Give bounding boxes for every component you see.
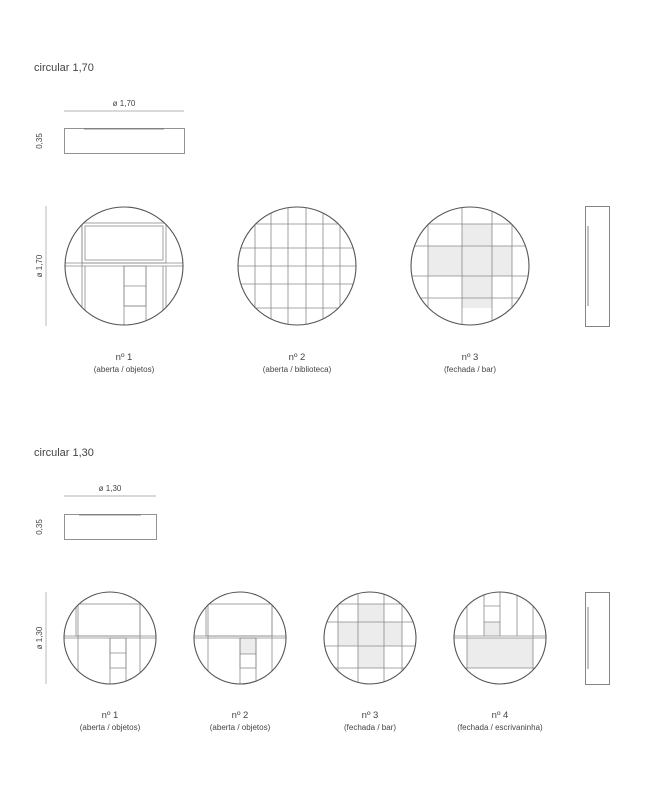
shelf-model-1 [60,200,190,330]
section-title: circular 1,70 [34,62,94,74]
model-number: nº 2 [231,710,249,721]
model-number: nº 1 [101,710,119,721]
model-number: nº 3 [361,710,379,721]
height-dimension: 0,35 [35,519,44,535]
model-description: (aberta / objetos) [209,723,271,732]
top-view [64,496,157,540]
shelf-model-2 [230,200,360,330]
model-description: (aberta / objetos) [79,723,141,732]
shelf-model-4 [450,590,550,690]
top-view [64,111,185,154]
diameter-dimension: ø 1,30 [35,626,44,650]
shelf-model-3 [320,590,420,690]
shelf-model-2 [190,590,290,690]
model-number: nº 1 [115,352,133,363]
model-description: (fechada / bar) [343,723,397,732]
diameter-dimension: ø 1,70 [35,254,44,278]
shelf-model-3 [405,200,535,330]
model-description: (aberta / biblioteca) [262,365,332,374]
width-dimension: ø 1,70 [112,99,136,108]
model-number: nº 4 [491,710,509,721]
model-number: nº 2 [288,352,306,363]
model-description: (fechada / bar) [443,365,497,374]
model-description: (aberta / objetos) [93,365,155,374]
side-view [586,593,610,685]
shelf-model-1 [60,590,160,690]
width-dimension: ø 1,30 [98,484,122,493]
model-number: nº 3 [461,352,479,363]
model-description: (fechada / escrivaninha) [457,723,543,732]
side-view [586,207,610,327]
section-title: circular 1,30 [34,447,94,459]
height-dimension: 0,35 [35,133,44,149]
